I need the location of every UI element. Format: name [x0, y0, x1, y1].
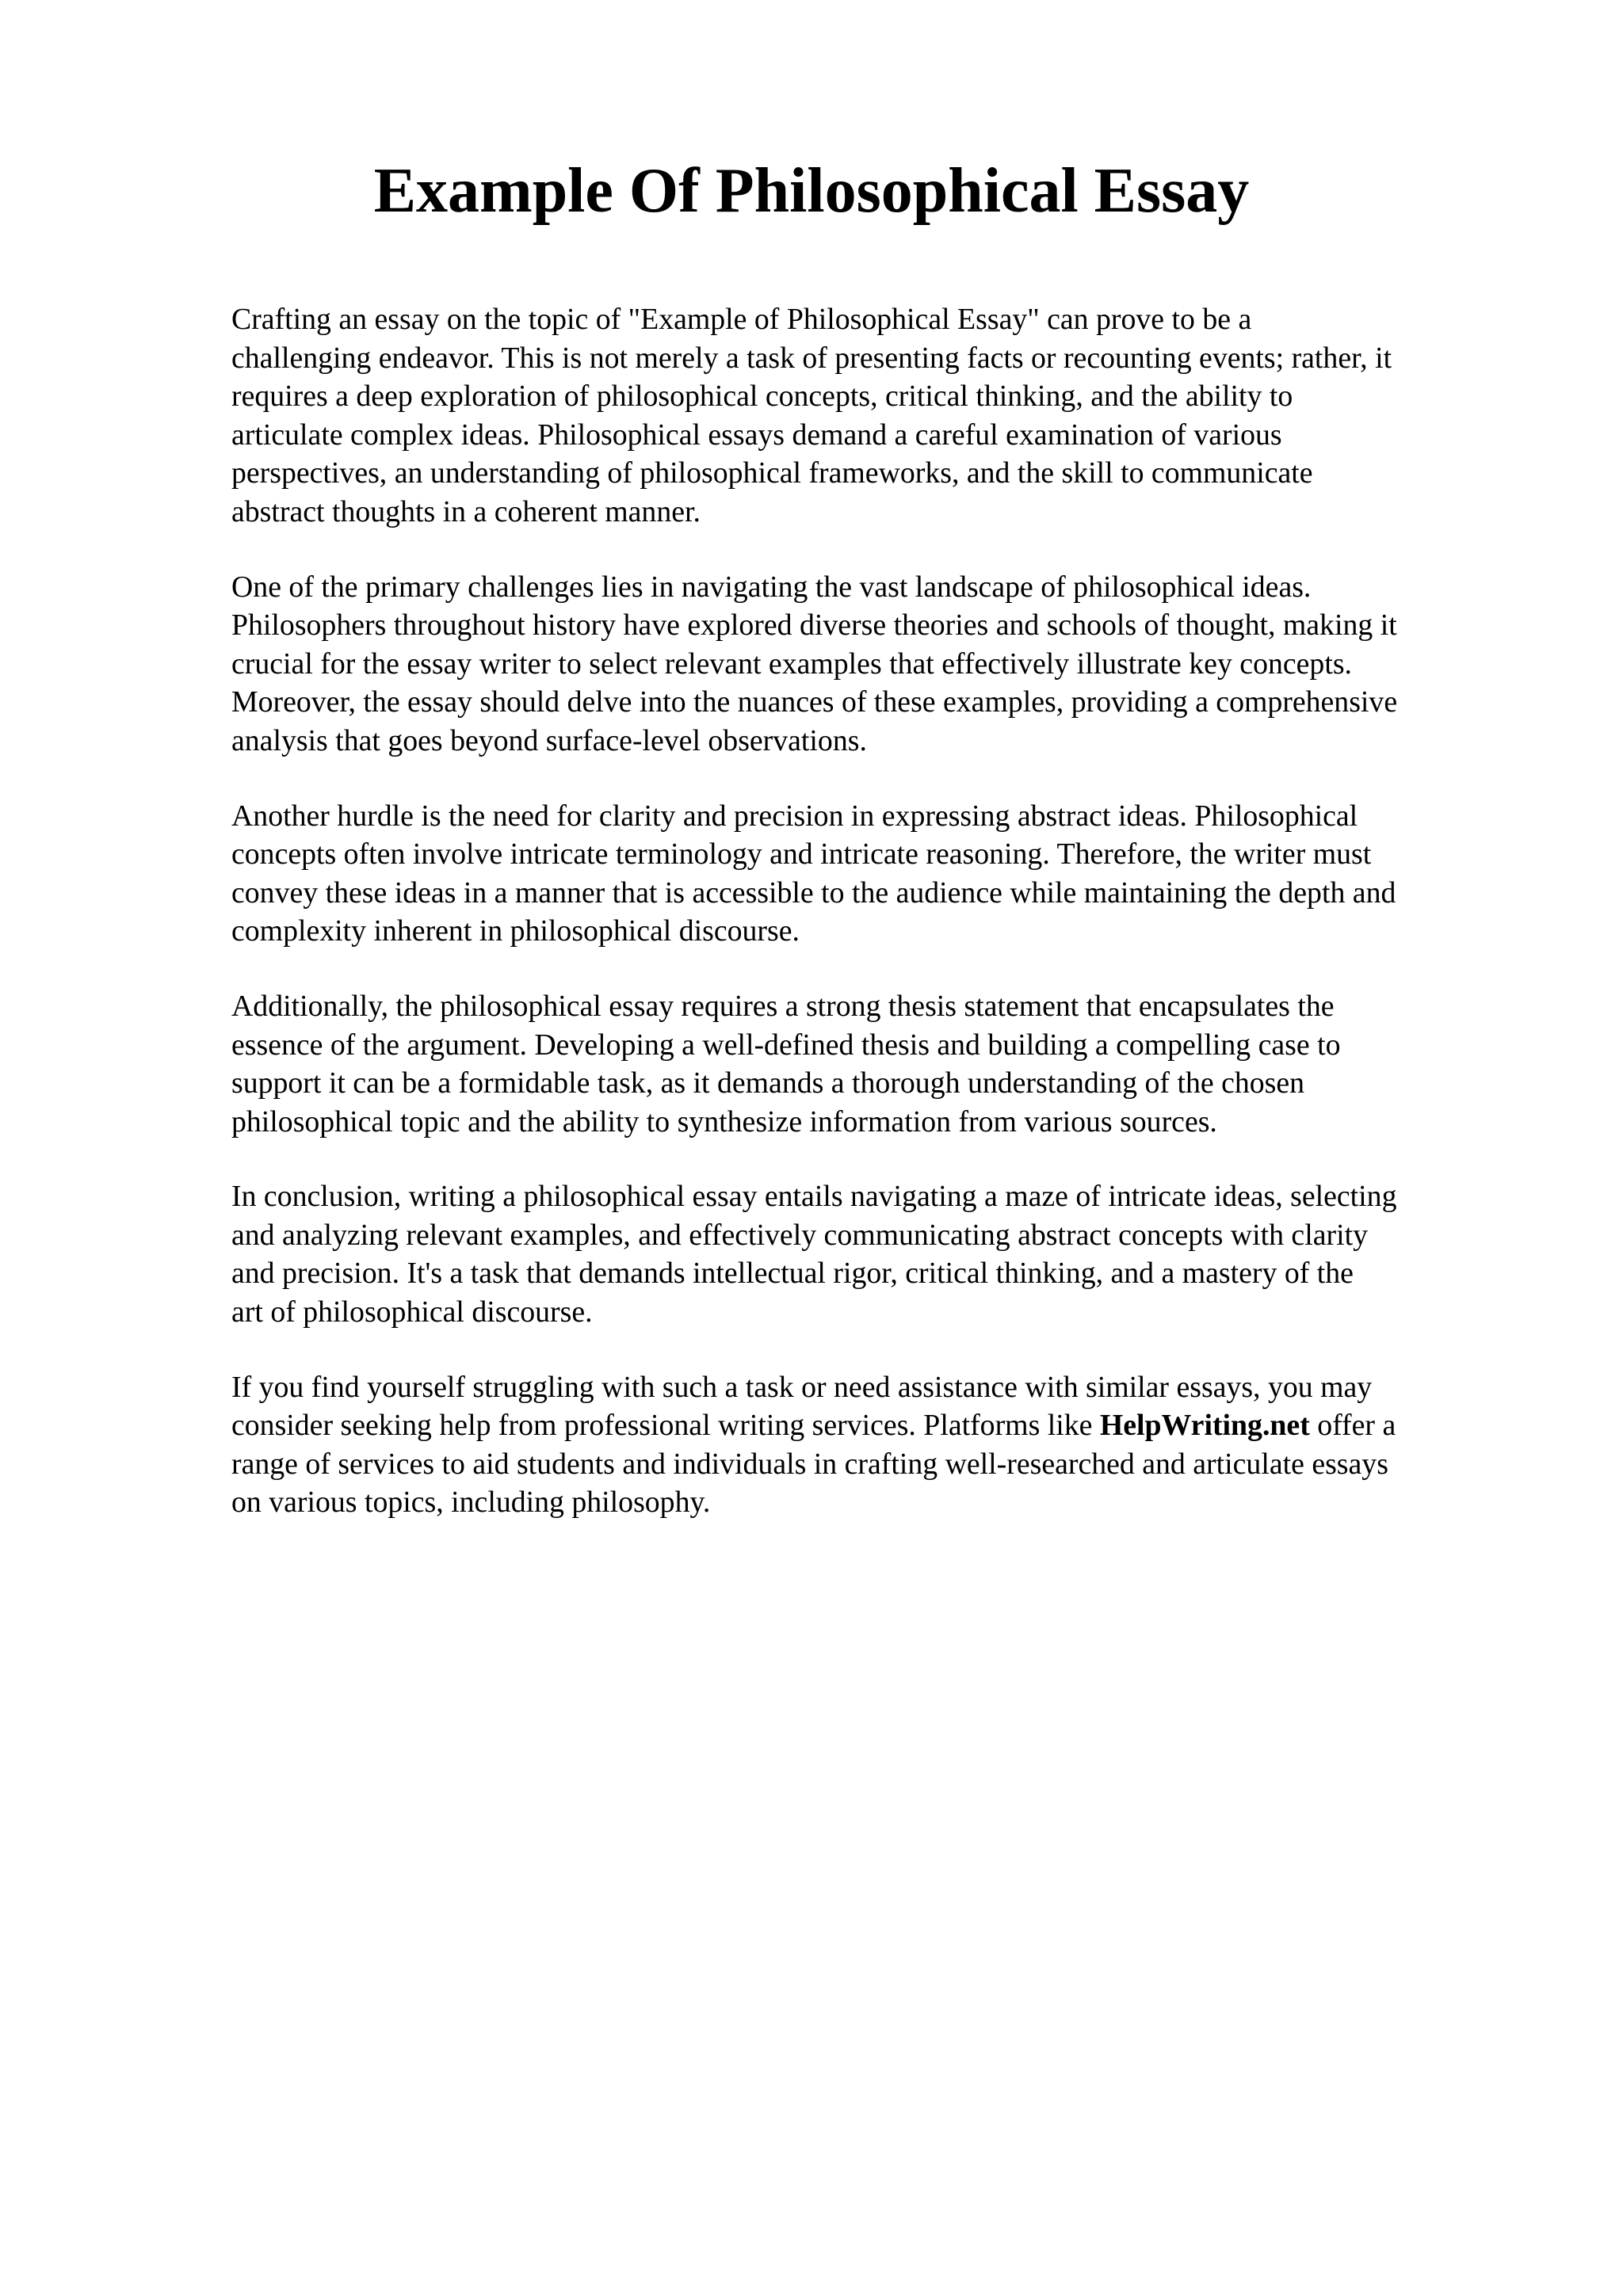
text-line: Additionally, the philosophical essay requires a strong thesis statement that encapsulates the — [231, 989, 1335, 1023]
essay-body — [231, 300, 1515, 1558]
text-line: convey these ideas in a manner that is accessible to the audience while maintaining the depth and — [231, 875, 1396, 910]
brand-link[interactable]: HelpWriting.net — [1099, 1409, 1310, 1443]
text-line: art of philosophical discourse. — [231, 1295, 593, 1329]
text-line: and precision. It's a task that demands intellectual rigor, critical thinking, and a mastery of the — [231, 1257, 1354, 1291]
text-line: on various topics, including philosophy. — [231, 1486, 711, 1520]
text-line: In conclusion, writing a philosophical essay entails navigating a maze of intricate ideas, selecting — [231, 1180, 1397, 1214]
text-line: Another hurdle is the need for clarity and precision in expressing abstract ideas. Philosophical — [231, 799, 1358, 833]
text-line: If you find yourself struggling with such a task or need assistance with similar essays, you may — [231, 1370, 1373, 1404]
text-line: perspectives, an understanding of philosophical frameworks, and the skill to communicate — [231, 456, 1313, 490]
text-line: concepts often involve intricate terminology and intricate reasoning. Therefore, the writer must — [231, 837, 1372, 871]
text-line: support it can be a formidable task, as it demands a thorough understanding of the chosen — [231, 1066, 1305, 1100]
text-line: Crafting an essay on the topic of "Example of Philosophical Essay" can prove to be a — [231, 303, 1252, 336]
paragraph-intro — [231, 300, 1515, 532]
text-segment: offer a — [1309, 1409, 1396, 1443]
text-line-with-brand — [231, 1406, 1515, 1445]
text-line: One of the primary challenges lies in navigating the vast landscape of philosophical ideas. — [231, 570, 1312, 604]
text-line: range of services to aid students and individuals in crafting well-researched and articulate essays — [231, 1447, 1388, 1481]
text-line: philosophical topic and the ability to synthesize information from various sources. — [231, 1104, 1217, 1138]
text-line: requires a deep exploration of philosophical concepts, critical thinking, and the ability to — [231, 379, 1293, 414]
text-line: and analyzing relevant examples, and effectively communicating abstract concepts with clarity — [231, 1218, 1368, 1252]
text-line: analysis that goes beyond surface-level observations. — [231, 723, 867, 757]
text-line: crucial for the essay writer to select relevant examples that effectively illustrate key concepts. — [231, 646, 1352, 681]
paragraph-clarity — [231, 797, 1515, 951]
paragraph-challenges — [231, 568, 1515, 761]
text-line: abstract thoughts in a coherent manner. — [231, 494, 701, 528]
text-segment: consider seeking help from professional writing services. Platforms like — [231, 1409, 1100, 1443]
paragraph-conclusion — [231, 1177, 1515, 1331]
paragraph-closing — [231, 1368, 1515, 1522]
paragraph-thesis — [231, 987, 1515, 1141]
page-title: Example Of Philosophical Essay — [373, 156, 1250, 226]
text-line: complexity inherent in philosophical discourse. — [231, 914, 800, 948]
text-line: essence of the argument. Developing a well-defined thesis and building a compelling case to — [231, 1028, 1341, 1062]
text-line: challenging endeavor. This is not merely a task of presenting facts or recounting events; rather, it — [231, 341, 1392, 375]
text-line: articulate complex ideas. Philosophical essays demand a careful examination of various — [231, 418, 1282, 452]
text-line: Moreover, the essay should delve into the nuances of these examples, providing a comprehensive — [231, 685, 1398, 719]
text-line: Philosophers throughout history have explored diverse theories and schools of thought, making it — [231, 608, 1397, 643]
